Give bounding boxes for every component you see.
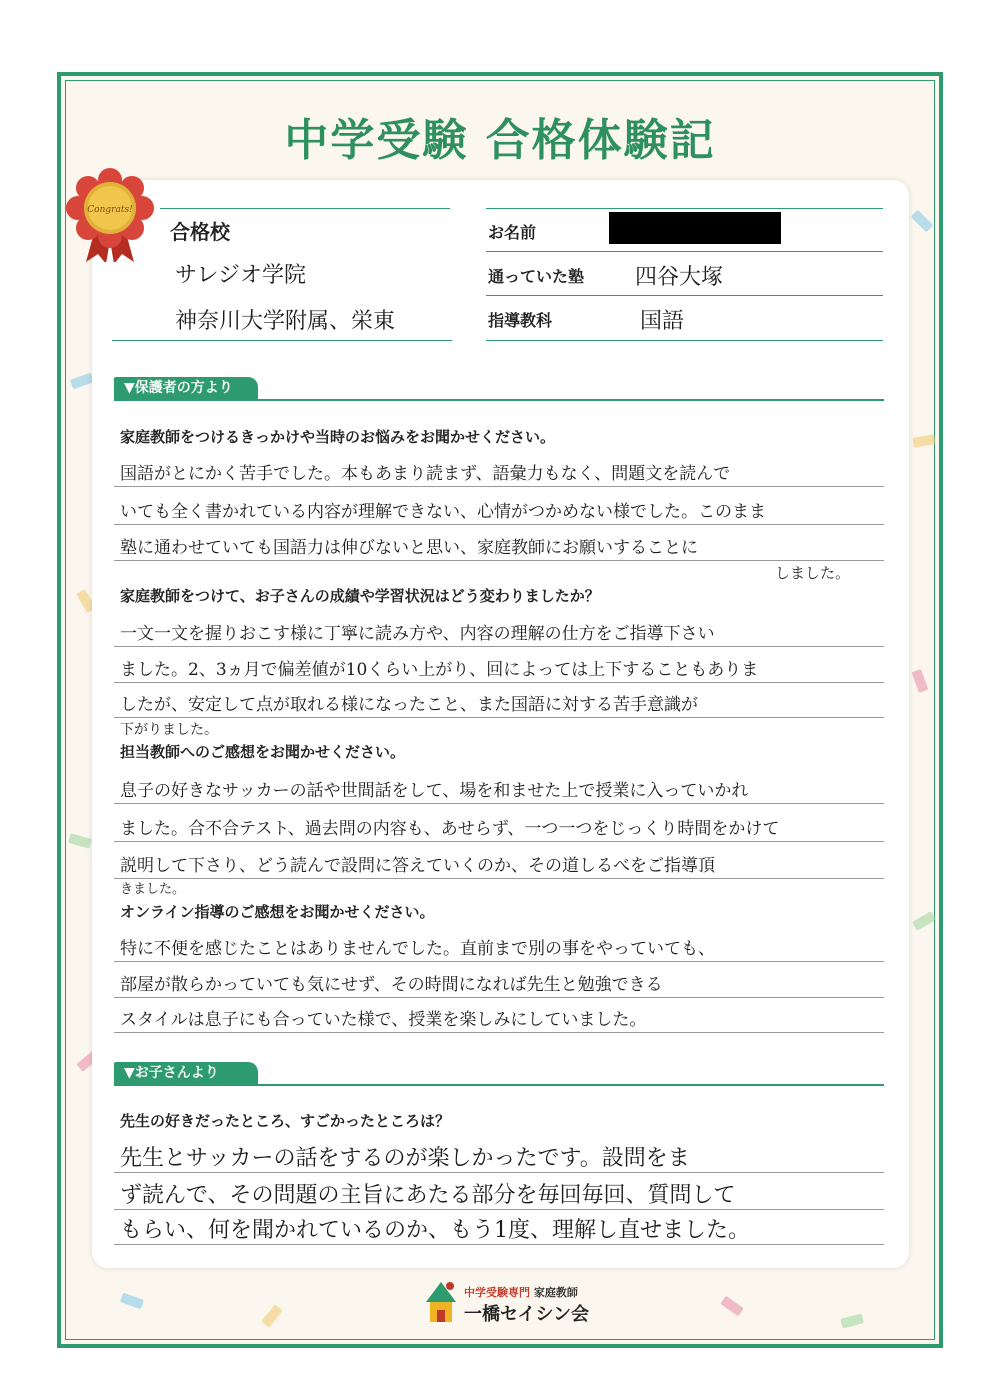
child-answer-1-line-3: もらい、何を聞かれているのか、もう1度、理解し直せました。 <box>120 1218 750 1243</box>
guardian-question-3: 担当教師へのご感想をお聞かせください。 <box>120 743 406 761</box>
guardian-answer-4-line-2: 部屋が散らかっていても気にせず、その時間になれば先生と勉強できる <box>120 975 663 995</box>
page-title: 中学受験 合格体験記 <box>284 115 716 166</box>
guardian-answer-4-line-3: スタイルは息子にも合っていた様で、授業を楽しみにしていました。 <box>120 1010 647 1030</box>
guardian-answer-3-line-4: きました。 <box>120 882 186 897</box>
subject-value: 国語 <box>640 309 685 334</box>
info-rule-2 <box>486 295 883 296</box>
answer-rule <box>114 961 884 962</box>
answer-rule <box>114 803 884 804</box>
brand-tagline-red: 中学受験専門 <box>464 1286 530 1299</box>
child-section-tab: ▼お子さんより <box>114 1062 258 1084</box>
guardian-question-2: 家庭教師をつけて、お子さんの成績や学習状況はどう変わりましたか？ <box>120 587 600 605</box>
answer-rule <box>114 717 884 718</box>
guardian-section-rule <box>114 399 884 401</box>
answer-rule <box>114 1244 884 1245</box>
answer-rule <box>114 878 884 879</box>
guardian-answer-4-line-1: 特に不便を感じたことはありませんでした。直前まで別の事をやっていても、 <box>120 939 715 959</box>
answer-rule <box>114 841 884 842</box>
info-rule-3 <box>486 340 883 341</box>
child-answer-1-line-2: ず読んで、その問題の主旨にあたる部分を毎回毎回、質問して <box>120 1183 736 1208</box>
brand-logo <box>424 1280 604 1328</box>
guardian-answer-2-line-1: 一文一文を握りおこす様に丁寧に読み方や、内容の理解の仕方をご指導下さい <box>120 624 715 644</box>
guardian-answer-3-line-2: ました。合不合テスト、過去問の内容も、あせらず、一つ一つをじっくり時間をかけて <box>120 819 780 839</box>
subject-label: 指導教科 <box>488 311 553 330</box>
answer-rule <box>114 560 884 561</box>
school-line-1: サレジオ学院 <box>175 263 307 288</box>
answer-rule <box>114 682 884 683</box>
guardian-answer-2-line-3: したが、安定して点が取れる様になったこと、また国語に対する苦手意識が <box>120 695 698 715</box>
juku-label: 通っていた塾 <box>488 267 585 286</box>
child-section-rule <box>114 1084 884 1086</box>
school-label: 合格校 <box>170 220 230 244</box>
guardian-question-1: 家庭教師をつけるきっかけや当時のお悩みをお聞かせください。 <box>120 428 556 446</box>
answer-rule <box>114 1209 884 1210</box>
guardian-answer-1-line-4: しました。 <box>775 564 851 582</box>
answer-rule <box>114 646 884 647</box>
guardian-question-4: オンライン指導のご感想をお聞かせください。 <box>120 903 435 921</box>
guardian-answer-3-line-3: 説明して下さり、どう読んで設問に答えていくのか、その道しるべをご指導頂 <box>120 856 715 876</box>
guardian-answer-1-line-1: 国語がとにかく苦手でした。本もあまり読まず、語彙力もなく、問題文を読んで <box>120 464 731 484</box>
juku-value: 四谷大塚 <box>635 265 724 290</box>
guardian-answer-1-line-3: 塾に通わせていても国語力は伸びないと思い、家庭教師にお願いすることに <box>120 538 698 558</box>
name-label: お名前 <box>488 223 537 242</box>
answer-rule <box>114 1032 884 1033</box>
answer-rule <box>114 1172 884 1173</box>
guardian-answer-2-line-4: 下がりました。 <box>120 722 218 738</box>
child-answer-1-line-1: 先生とサッカーの話をするのが楽しかったです。設問をま <box>120 1146 690 1171</box>
school-bottom-rule <box>112 340 452 341</box>
brand-tagline <box>464 1284 578 1300</box>
school-top-rule <box>160 208 450 209</box>
congrats-text: Congrats! <box>87 205 133 215</box>
answer-rule <box>114 524 884 525</box>
guardian-section-tab: ▼保護者の方より <box>114 377 258 399</box>
brand-name: 一橋セイシン会 <box>464 1304 590 1325</box>
congrats-rosette-icon <box>62 166 158 262</box>
house-logo-icon <box>424 1280 458 1324</box>
brand-tagline-black: 家庭教師 <box>533 1286 578 1299</box>
answer-rule <box>114 486 884 487</box>
answer-rule <box>114 997 884 998</box>
guardian-answer-3-line-1: 息子の好きなサッカーの話や世間話をして、場を和ませた上で授業に入っていかれ <box>120 781 749 801</box>
school-line-2: 神奈川大学附属、栄東 <box>175 309 396 334</box>
guardian-answer-2-line-2: ました。2、3ヵ月で偏差値が10くらい上がり、回によっては上下することもありま <box>120 660 759 680</box>
info-rule-1 <box>486 251 883 252</box>
child-question-1: 先生の好きだったところ、すごかったところは？ <box>120 1112 451 1130</box>
info-rule-0 <box>486 208 883 209</box>
name-redaction <box>609 212 781 244</box>
guardian-answer-1-line-2: いても全く書かれている内容が理解できない、心情がつかめない様でした。このまま <box>120 502 766 522</box>
